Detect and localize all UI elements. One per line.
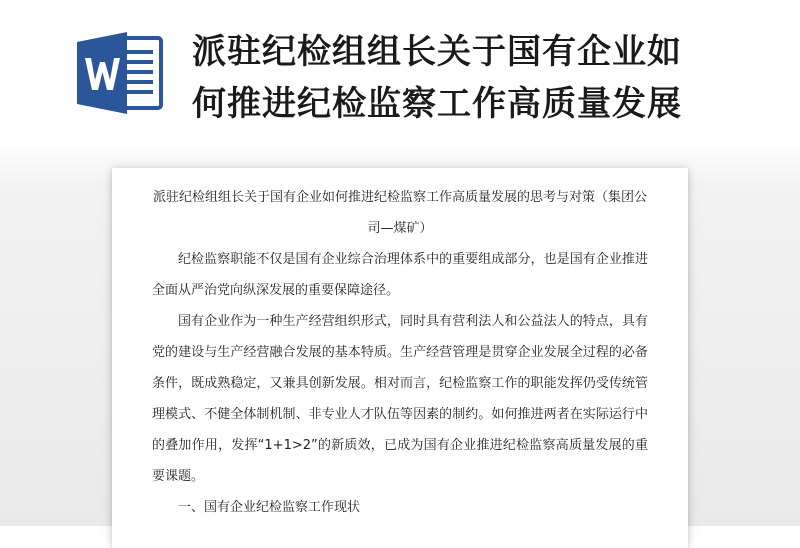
banner-title-line-2: 何推进纪检监察工作高质量发展 <box>192 84 682 124</box>
document-page <box>112 168 688 548</box>
word-document-icon <box>75 32 165 114</box>
banner-title <box>192 26 772 130</box>
section-heading: 一、国有企业纪检监察工作现状 <box>178 500 361 515</box>
paragraph-1: 纪检监察职能不仅是国有企业综合治理体系中的重要组成部分，也是国有企业推进全面从严治党向纵深发展的重要保障途径。 <box>152 252 648 298</box>
document-body <box>152 182 648 523</box>
banner-title-line-1: 派驻纪检组组长关于国有企业如 <box>192 32 682 72</box>
paragraph-2: 国有企业作为一种生产经营组织形式，同时具有营利法人和公益法人的特点，具有党的建设与生产经营融合发展的基本特质。生产经营管理是贯穿企业发展全过程的必备条件，既成熟稳定，又兼具创新发展。相对而言，纪检监察工作的职能发挥仍受传统管理模式、不健全体制机制、非专业人才队伍等因素的制约。如何推进两者在实际运行中的叠加作用，发挥“1+1>2”的新质效，已成为国有企业推进纪检监察高质量发展的重要课题。 <box>152 314 648 484</box>
document-title: 派驻纪检组组长关于国有企业如何推进纪检监察工作高质量发展的思考与对策（集团公司—煤矿） <box>152 190 647 236</box>
